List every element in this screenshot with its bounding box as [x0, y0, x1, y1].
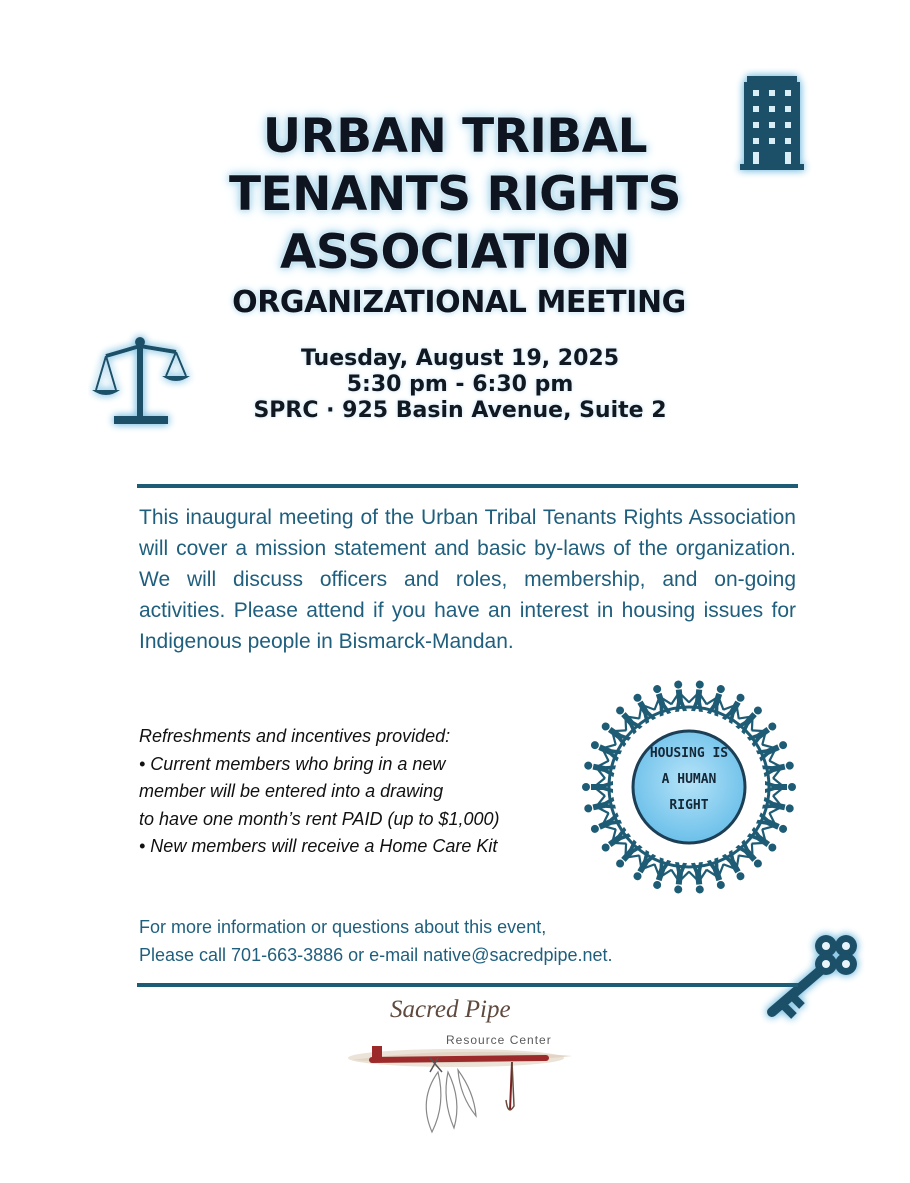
logo-name: Sacred Pipe [390, 996, 511, 1023]
refreshments-line: member will be entered into a drawing [139, 781, 444, 801]
event-details [0, 346, 910, 424]
badge-line-3: RIGHT [669, 798, 709, 813]
title-line-1: URBAN TRIBAL [262, 109, 648, 164]
contact-section [139, 914, 799, 969]
meeting-subtitle: ORGANIZATIONAL MEETING [232, 285, 686, 320]
key-icon [752, 924, 868, 1032]
event-date: Tuesday, August 19, 2025 [300, 346, 620, 371]
page-title [0, 108, 910, 282]
contact-line-1: For more information or questions about this event, [139, 917, 547, 937]
refreshments-heading: Refreshments and incentives provided: [139, 726, 451, 746]
divider-top [137, 484, 798, 488]
refreshments-line: to have one month’s rent PAID (up to $1,000) [139, 808, 500, 829]
divider-bottom [137, 983, 798, 987]
event-location: SPRC · 925 Basin Avenue, Suite 2 [253, 398, 667, 423]
logo-subtitle: Resource Center [446, 1033, 552, 1047]
badge-line-1: HOUSING IS [649, 746, 729, 761]
event-time: 5:30 pm - 6:30 pm [346, 372, 574, 397]
badge-line-2: A HUMAN [661, 772, 717, 787]
refreshments-line: • New members will receive a Home Care Kit [139, 836, 498, 856]
contact-line-2: Please call 701-663-3886 or e-mail native@sacredpipe.net. [139, 944, 613, 965]
sacred-pipe-logo [346, 996, 582, 1140]
housing-rights-badge [580, 678, 798, 896]
refreshments-section [139, 723, 579, 861]
meeting-description: This inaugural meeting of the Urban Tribal Tenants Rights Association will cover a mission statement and basic by-laws of the organization. We will discuss officers and roles, membership, and on-going activities. Please attend if you have an interest in housing issues for Indigenous people in Bismarck-Mandan. [139, 506, 796, 653]
refreshments-line: • Current members who bring in a new [139, 753, 446, 774]
title-line-2: TENANTS RIGHTS [229, 167, 681, 222]
title-line-3: ASSOCIATION [280, 225, 630, 280]
